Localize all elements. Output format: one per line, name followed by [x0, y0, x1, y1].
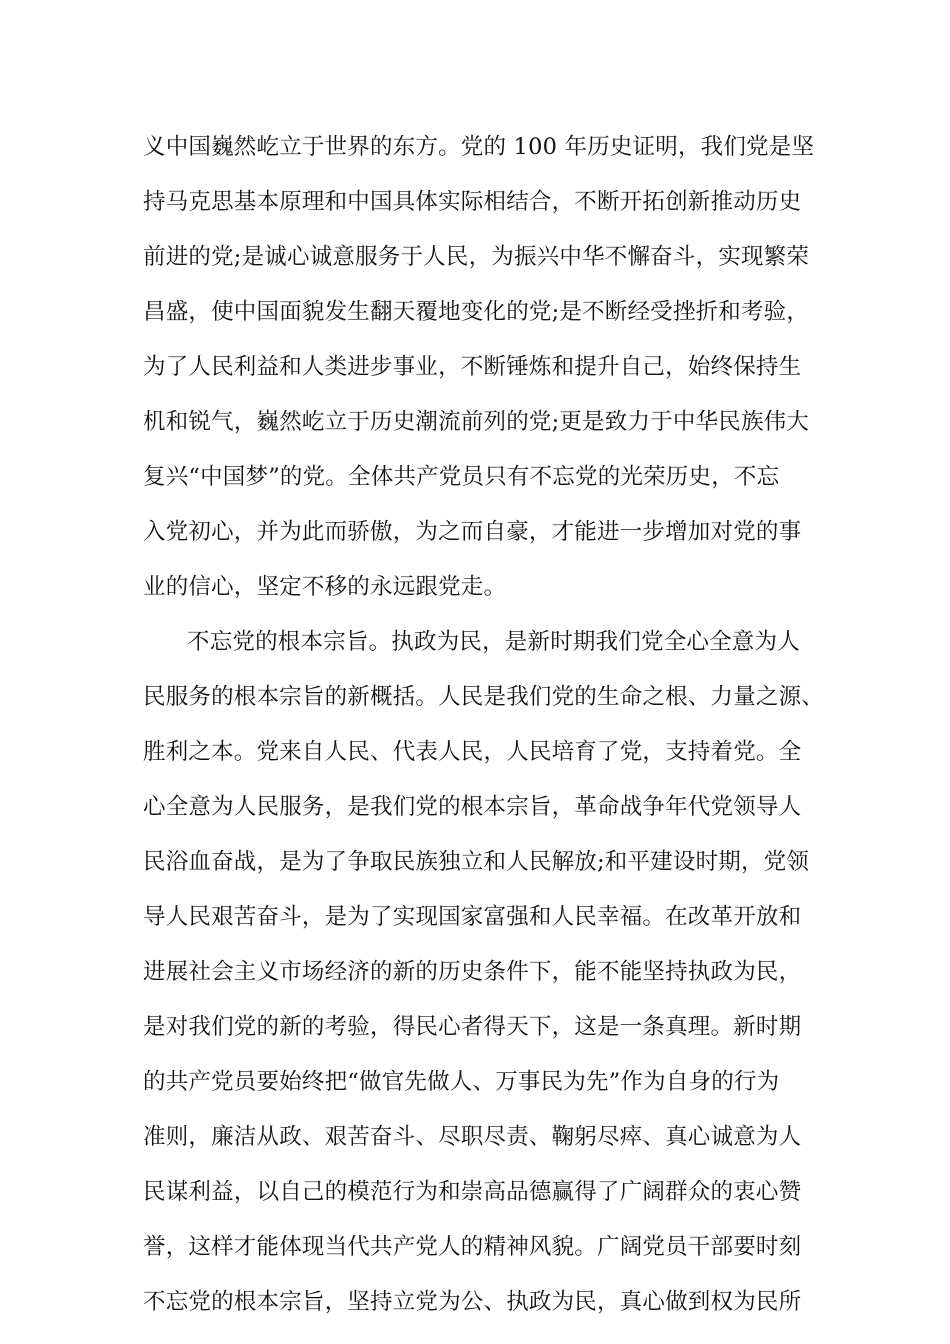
text-line: 义中国巍然屹立于世界的东方。党的 100 年历史证明，我们党是坚	[143, 134, 815, 160]
text-line: 前进的党;是诚心诚意服务于人民，为振兴中华不懈奋斗，实现繁荣	[143, 244, 810, 270]
text-line: 心全意为人民服务，是我们党的根本宗旨，革命战争年代党领导人	[143, 794, 802, 820]
text-line: 准则，廉洁从政、艰苦奋斗、尽职尽责、鞠躬尽瘁、真心诚意为人	[143, 1124, 802, 1150]
text-line: 的共产党员要始终把“做官先做人、万事民为先”作为自身的行为	[143, 1069, 780, 1095]
text-line: 入党初心，并为此而骄傲，为之而自豪，才能进一步增加对党的事	[143, 519, 802, 545]
text-line: 业的信心，坚定不移的永远跟党走。	[143, 574, 507, 600]
text-line: 进展社会主义市场经济的新的历史条件下，能不能坚持执政为民，	[143, 959, 802, 985]
text-line: 誉，这样才能体现当代共产党人的精神风貌。广阔党员干部要时刻	[143, 1234, 802, 1260]
paragraph-start-line: 不忘党的根本宗旨。执政为民，是新时期我们党全心全意为人	[187, 629, 800, 655]
text-line: 导人民艰苦奋斗，是为了实现国家富强和人民幸福。在改革开放和	[143, 904, 802, 930]
text-line: 昌盛，使中国面貌发生翻天覆地变化的党;是不断经受挫折和考验，	[143, 299, 810, 325]
text-line: 机和锐气，巍然屹立于历史潮流前列的党;更是致力于中华民族伟大	[143, 409, 810, 435]
text-line: 不忘党的根本宗旨，坚持立党为公、执政为民，真心做到权为民所	[143, 1289, 802, 1315]
text-line: 民服务的根本宗旨的新概括。人民是我们党的生命之根、力量之源、	[143, 684, 825, 710]
text-line: 民浴血奋战，是为了争取民族独立和人民解放;和平建设时期，党领	[143, 849, 810, 875]
text-line: 持马克思基本原理和中国具体实际相结合，不断开拓创新推动历史	[143, 189, 802, 215]
text-line: 复兴“中国梦”的党。全体共产党员只有不忘党的光荣历史，不忘	[143, 464, 780, 490]
text-line: 民谋利益，以自己的模范行为和崇高品德赢得了广阔群众的衷心赞	[143, 1179, 802, 1205]
text-line: 为了人民利益和人类进步事业，不断锤炼和提升自己，始终保持生	[143, 354, 802, 380]
text-line: 是对我们党的新的考验，得民心者得天下，这是一条真理。新时期	[143, 1014, 802, 1040]
text-line: 胜利之本。党来自人民、代表人民，人民培育了党，支持着党。全	[143, 739, 802, 765]
